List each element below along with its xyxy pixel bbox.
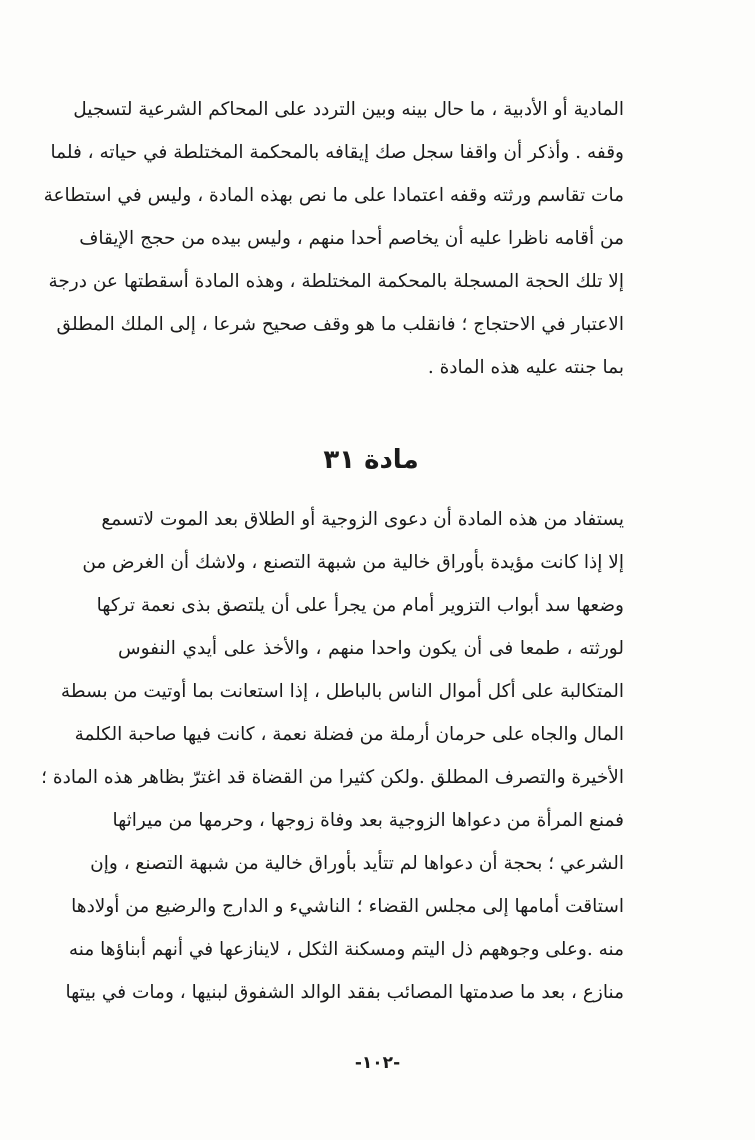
text-line: مات تقاسم ورثته وقفه اعتمادا على ما نص بهذه المادة ، وليس في استطاعة bbox=[43, 185, 624, 206]
text-line: منه .وعلى وجوههم ذل اليتم ومسكنة الثكل ، لاينازعها في أنهم أبناؤها منه bbox=[68, 939, 624, 960]
text-line: من أقامه ناظرا عليه أن يخاصم أحدا منهم ، وليس بيده من حجج الإيقاف bbox=[79, 228, 624, 249]
text-line: يستفاد من هذه المادة أن دعوى الزوجية أو الطلاق بعد الموت لاتسمع bbox=[101, 509, 624, 530]
text-line: استاقت أمامها إلى مجلس القضاء ؛ الناشيء و الدارج والرضيع من أولادها bbox=[71, 896, 624, 917]
text-line: المال والجاه على حرمان أرملة من فضلة نعمة ، كانت فيها صاحبة الكلمة bbox=[74, 724, 624, 745]
text-line: إلا تلك الحجة المسجلة بالمحكمة المختلطة ، وهذه المادة أسقطتها عن درجة bbox=[48, 271, 624, 292]
text-line: لورثته ، طمعا فى أن يكون واحدا منهم ، والأخذ على أيدي النفوس bbox=[118, 638, 624, 659]
text-line: المتكالبة على أكل أموال الناس بالباطل ، إذا استعانت بما أوتيت من بسطة bbox=[60, 681, 624, 702]
text-line: منازع ، بعد ما صدمتها المصائب بفقد الوالد الشفوق لبنيها ، ومات في بيتها bbox=[65, 982, 624, 1003]
text-line: فمنع المرأة من دعواها الزوجية بعد وفاة زوجها ، وحرمها من ميراثها bbox=[112, 810, 624, 831]
text-line: بما جنته عليه هذه المادة . bbox=[427, 357, 624, 378]
page-number: -١٠٢- bbox=[354, 1053, 401, 1073]
text-line: إلا إذا كانت مؤيدة بأوراق خالية من شبهة التصنع ، ولاشك أن الغرض من bbox=[82, 552, 624, 573]
text-line: الأخيرة والتصرف المطلق .ولكن كثيرا من القضاة قد اغترّ بظاهر هذه المادة ؛ bbox=[41, 767, 624, 788]
text-line: المادية أو الأدبية ، ما حال بينه وبين التردد على المحاكم الشرعية لتسجيل bbox=[73, 99, 624, 120]
section-heading: مادة ٣١ bbox=[323, 445, 419, 475]
text-line: الاعتبار في الاحتجاج ؛ فانقلب ما هو وقف صحيح شرعا ، إلى الملك المطلق bbox=[56, 314, 624, 335]
text-line: وقفه . وأذكر أن واقفا سجل صك إيقافه بالمحكمة المختلطة في حياته ، فلما bbox=[50, 142, 624, 163]
text-line: وضعها سد أبواب التزوير أمام من يجرأ على أن يلتصق بذى نعمة تركها bbox=[96, 595, 624, 616]
text-line: الشرعي ؛ بحجة أن دعواها لم تتأيد بأوراق خالية من شبهة التصنع ، وإن bbox=[90, 853, 624, 874]
